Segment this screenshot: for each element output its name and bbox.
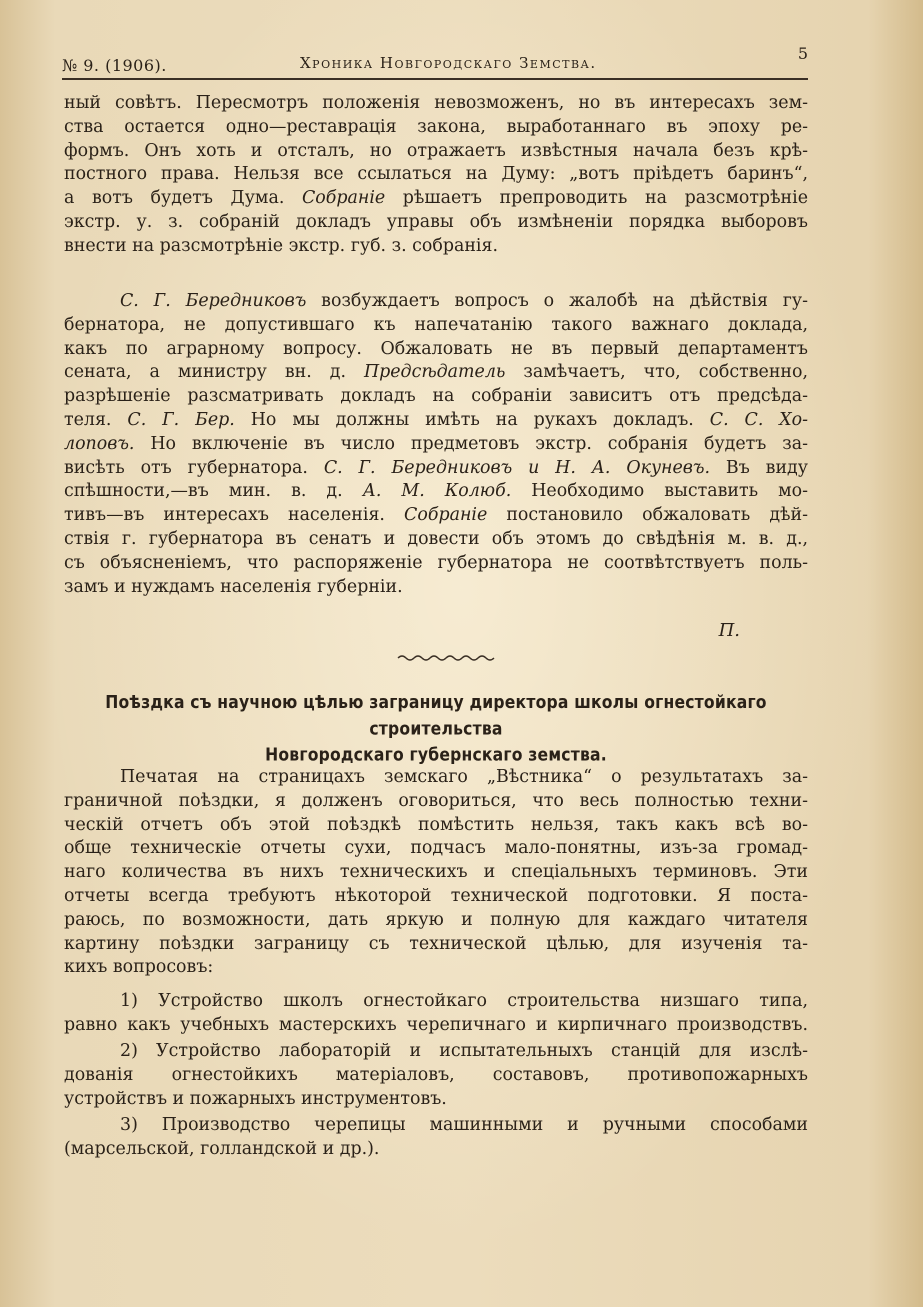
text-line: разрѣшеніе разсматривать докладъ на собраніи зависитъ отъ предсѣда- [64, 386, 808, 407]
issue-number: № 9. (1906). [62, 56, 167, 75]
text-line: ства остается одно—реставрація закона, выработаннаго въ эпоху ре- [64, 116, 808, 137]
journal-title: Хроника Новгородскаго Земства. [300, 54, 597, 72]
italic-text: Предсѣдатель [363, 362, 506, 383]
article-title-line-2: Новгородскаго губернскаго земства. [265, 744, 607, 766]
italic-text: Собраніе [301, 188, 386, 209]
person-name: А. М. Колюб. [362, 481, 512, 502]
page-header [62, 44, 808, 80]
page-number: 5 [797, 44, 808, 63]
text-line: тивъ—въ интересахъ населенія. Собраніе постановило обжаловать дѣй- [64, 505, 808, 526]
text-line: формъ. Онъ хоть и отсталъ, но отражаетъ извѣстныя начала безъ крѣ- [64, 140, 808, 161]
paragraph-1 [64, 92, 808, 259]
text-line: спѣшности,—въ мин. в. д. А. М. Колюб. Необходимо выставить мо- [64, 481, 808, 502]
list-item [64, 990, 808, 1038]
text-line: 2) Устройство лабораторій и испытательныхъ станцій для изслѣ- [120, 1041, 808, 1061]
list-item [64, 1114, 808, 1162]
italic-text: Собраніе [404, 505, 488, 526]
text-line: ный совѣтъ. Пересмотръ положенія невозможенъ, но въ интересахъ зем- [64, 93, 808, 113]
text-line: Печатая на страницахъ земскаго „Вѣстника“ о результатахъ за- [120, 767, 808, 787]
text-line: теля. С. Г. Бер. Но мы должны имѣть на рукахъ докладъ. С. С. Хо- [64, 409, 809, 430]
text-line: дованія огнестойкихъ матеріаловъ, составовъ, противопожарныхъ [64, 1064, 808, 1085]
text-line: наго количества въ нихъ техническихъ и спеціальныхъ терминовъ. Эти [64, 862, 808, 883]
article-title-line-1: Поѣздка съ научною цѣлью заграницу директора школы огнестойкаго строительства [105, 692, 767, 740]
text-line: С. Г. Бередниковъ возбуждаетъ вопросъ о жалобѣ на дѣйствія гу- [120, 291, 808, 311]
text-line: сената, а министру вн. д. Предсѣдатель замѣчаетъ, что, собственно, [64, 362, 808, 383]
article-title [64, 690, 808, 769]
article-intro [64, 766, 808, 980]
person-name: С. С. Хо- [709, 409, 809, 430]
text-line: внести на разсмотрѣніе экстр. губ. з. собранія. [64, 235, 498, 256]
text-line: отчеты всегда требуютъ нѣкоторой технической подготовки. Я поста- [64, 885, 808, 906]
signature: П. [718, 620, 740, 641]
text-line: 3) Производство черепицы машинными и ручными способами [120, 1115, 808, 1135]
text-line: бернатора, не допустившаго къ напечатанію такого важнаго доклада, [64, 314, 808, 335]
text-line: кихъ вопросовъ: [64, 957, 214, 978]
text-line: картину поѣздки заграницу съ технической цѣлью, для изученія та- [64, 933, 808, 954]
text-line: какъ по аграрному вопросу. Обжаловать не въ первый департаментъ [64, 338, 808, 359]
text-line: ческій отчетъ объ этой поѣздкѣ помѣстить нельзя, такъ какъ всѣ во- [64, 814, 808, 835]
text-line: постного права. Нельзя все ссылаться на Думу: „вотъ пріѣдетъ баринъ“, [64, 164, 808, 185]
list-item [64, 1040, 808, 1111]
text-line: (марсельской, голландской и др.). [64, 1138, 380, 1159]
text-line: замъ и нуждамъ населенія губерніи. [64, 576, 403, 597]
person-name: С. Г. Бередниковъ и Н. А. Окуневъ. [323, 457, 711, 478]
text-line: раюсь, по возможности, дать яркую и полную для каждаго читателя [64, 909, 808, 930]
text-line: висѣть отъ губернатора. С. Г. Бередниковъ и Н. А. Окуневъ. Въ виду [64, 457, 808, 478]
text-line: обще техническіе отчеты сухи, подчасъ мало-понятны, изъ-за громад- [64, 838, 808, 859]
text-line: 1) Устройство школъ огнестойкаго строительства низшаго типа, [120, 991, 808, 1011]
paragraph-2 [64, 290, 808, 599]
text-line: экстр. у. з. собраній докладъ управы объ измѣненіи порядка выборовъ [64, 211, 808, 232]
text-line: ствія г. губернатора въ сенатъ и довести объ этомъ до свѣдѣнія м. в. д., [64, 528, 808, 549]
text-line: лоповъ. Но включеніе въ число предметовъ экстр. собранія будетъ за- [64, 433, 808, 454]
person-name: лоповъ. [64, 433, 135, 454]
text-line: граничной поѣздки, я долженъ оговориться, что весь полностью техни- [64, 790, 808, 811]
text-line: съ объясненіемъ, что распоряженіе губернатора не соотвѣтствуетъ поль- [64, 552, 808, 573]
divider-ornament [396, 650, 496, 664]
text-line: устройствъ и пожарныхъ инструментовъ. [64, 1088, 447, 1109]
person-name: С. Г. Бер. [127, 409, 235, 430]
text-line: равно какъ учебныхъ мастерскихъ черепичнаго и кирпичнаго производствъ. [64, 1014, 808, 1035]
text-line: а вотъ будетъ Дума. Собраніе рѣшаетъ препроводить на разсмотрѣніе [64, 188, 808, 209]
person-name: С. Г. Бередниковъ [120, 291, 307, 311]
